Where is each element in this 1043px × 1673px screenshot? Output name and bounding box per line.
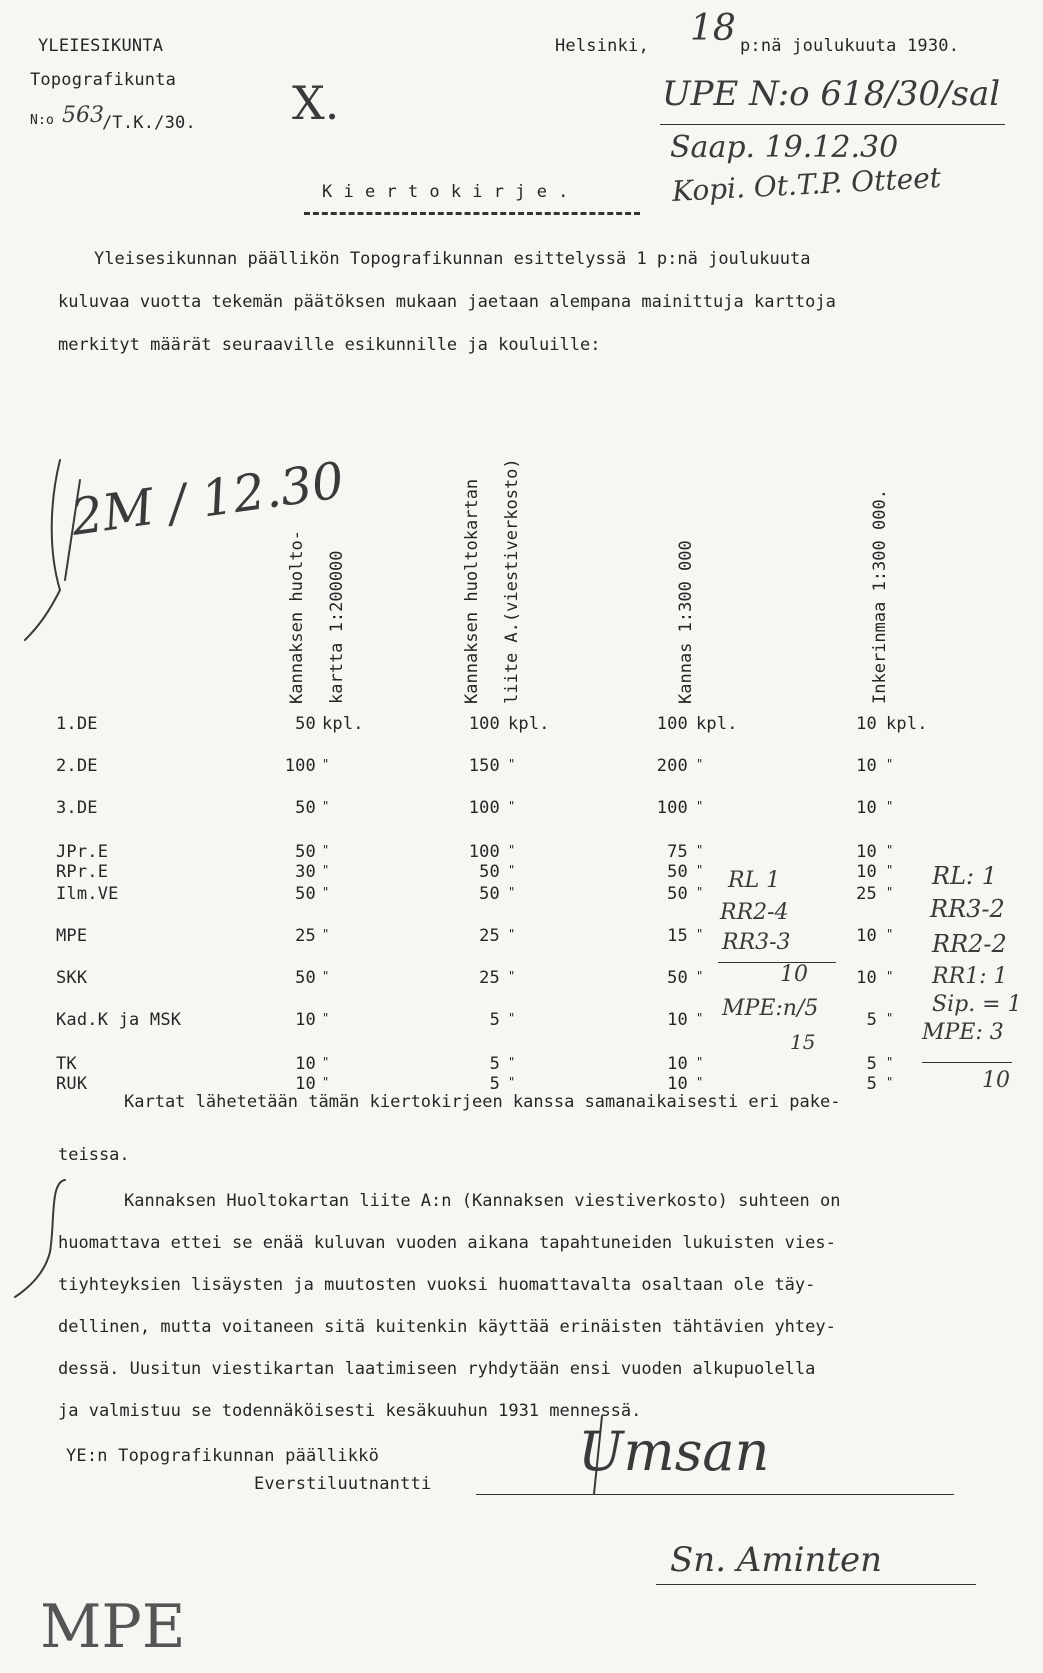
table-cell-c1: 50 <box>295 714 316 734</box>
second-signature-handwritten: Sn. Aminten <box>670 1540 883 1580</box>
margin-bracket-stroke-2 <box>10 1172 70 1302</box>
table-cell-q1: " <box>322 1011 330 1025</box>
column-header-4: Inkerinmaa 1:300 000. <box>870 489 890 704</box>
table-cell-c4: 5 <box>866 1074 877 1094</box>
table-cell-q3: " <box>696 843 704 857</box>
table-cell-c1: 10 <box>295 1010 316 1030</box>
signature-handwritten: Umsan <box>578 1420 770 1483</box>
table-cell-q2: " <box>508 1055 516 1069</box>
table-cell-q4: " <box>886 843 894 857</box>
ref-prefix: N:o <box>30 113 55 128</box>
footer-handwritten-mpe: MPE <box>40 1592 186 1662</box>
table-cell-q4: " <box>886 969 894 983</box>
table-row-unit: 3.DE <box>56 798 98 818</box>
signature-title-line-2: Everstiluutnantti <box>254 1474 432 1494</box>
table-cell-q2: kpl. <box>508 714 550 734</box>
table-cell-c2: 5 <box>489 1054 500 1074</box>
table-cell-q2: " <box>508 927 516 941</box>
table-cell-q1: " <box>322 863 330 877</box>
table-cell-c3: 15 <box>667 926 688 946</box>
body-line: Kannaksen Huoltokartan liite A:n (Kannaksen viestiverkosto) suhteen on <box>124 1191 841 1211</box>
table-cell-q2: " <box>508 969 516 983</box>
table-cell-q3: " <box>696 799 704 813</box>
table-cell-q1: " <box>322 757 330 771</box>
margin-mark-x: X. <box>292 76 340 130</box>
table-note-right-7: 10 <box>982 1068 1010 1093</box>
table-cell-c2: 25 <box>479 968 500 988</box>
table-cell-c3: 75 <box>667 842 688 862</box>
table-cell-q2: " <box>508 843 516 857</box>
table-cell-q3: " <box>696 757 704 771</box>
table-note-right-4: RR1: 1 <box>932 964 1008 989</box>
table-cell-c4: 5 <box>866 1054 877 1074</box>
table-cell-c1: 50 <box>295 842 316 862</box>
table-cell-q4: " <box>886 799 894 813</box>
table-cell-c3: 50 <box>667 968 688 988</box>
table-cell-q2: " <box>508 799 516 813</box>
table-cell-c1: 100 <box>284 756 316 776</box>
table-note-mid-4: 10 <box>780 962 808 987</box>
column-header-3: Kannas 1:300 000 <box>676 540 696 704</box>
table-cell-q1: " <box>322 1055 330 1069</box>
table-cell-c4: 10 <box>856 862 877 882</box>
stamp-line-1: UPE N:o 618/30/sal <box>662 74 1001 114</box>
table-cell-q3: kpl. <box>696 714 738 734</box>
table-cell-c4: 10 <box>856 926 877 946</box>
table-cell-c2: 5 <box>489 1074 500 1094</box>
table-cell-c2: 25 <box>479 926 500 946</box>
table-cell-c3: 50 <box>667 884 688 904</box>
signature-stroke <box>576 1414 616 1504</box>
table-cell-c1: 50 <box>295 884 316 904</box>
table-cell-c2: 100 <box>468 714 500 734</box>
table-cell-q2: " <box>508 863 516 877</box>
body-line: dellinen, mutta voitaneen sitä kuitenkin käyttää erinäisten tähtävien yhtey- <box>58 1317 836 1337</box>
body-paragraph-1 <box>58 1092 1008 1177</box>
table-note-sum-line-2 <box>922 1062 1012 1063</box>
body-line: Kartat lähetetään tämän kiertokirjeen kanssa samanaikaisesti eri pake- <box>124 1092 841 1112</box>
table-cell-q1: " <box>322 843 330 857</box>
table-cell-q1: " <box>322 885 330 899</box>
intro-line: kuluvaa vuotta tekemän päätöksen mukaan jaetaan alempana mainittuja karttoja <box>58 292 836 312</box>
body-line: dessä. Uusitun viestikartan laatimiseen ryhdytään ensi vuoden alkupuolella <box>58 1359 816 1379</box>
table-cell-c3: 50 <box>667 862 688 882</box>
column-header-2b: liite A.(viestiverkosto) <box>502 458 522 704</box>
table-cell-q1: " <box>322 799 330 813</box>
table-note-right-5: Sip. = 1 <box>932 992 1022 1017</box>
table-cell-c2: 5 <box>489 1010 500 1030</box>
body-line: huomattava ettei se enää kuluvan vuoden aikana tapahtuneiden lukuisten vies- <box>58 1233 836 1253</box>
table-cell-q4: " <box>886 885 894 899</box>
table-cell-c2: 100 <box>468 842 500 862</box>
table-cell-q1: " <box>322 969 330 983</box>
body-paragraph-2 <box>58 1180 1008 1432</box>
table-cell-c2: 100 <box>468 798 500 818</box>
table-note-mid-3: RR3-3 <box>722 930 791 955</box>
table-note-mid-1: RL 1 <box>728 868 781 893</box>
table-row-unit: MPE <box>56 926 88 946</box>
stamp-line-2: Saap. 19.12.30 <box>670 130 899 165</box>
table-cell-q3: " <box>696 863 704 877</box>
table-row-unit: Kad.K ja MSK <box>56 1010 182 1030</box>
table-note-right-1: RL: 1 <box>932 862 997 890</box>
table-row-unit: TK <box>56 1054 77 1074</box>
table-cell-q4: " <box>886 863 894 877</box>
table-cell-q2: " <box>508 1075 516 1089</box>
body-line: ja valmistuu se todennäköisesti kesäkuuhun 1931 mennessä. <box>58 1401 642 1421</box>
place-label: Helsinki, <box>555 36 649 56</box>
table-note-right-2: RR3-2 <box>930 895 1005 923</box>
table-cell-q2: " <box>508 1011 516 1025</box>
day-handwritten: 18 <box>690 8 736 49</box>
table-cell-c2: 50 <box>479 884 500 904</box>
table-cell-c2: 50 <box>479 862 500 882</box>
table-cell-c4: 10 <box>856 798 877 818</box>
table-row-unit: 2.DE <box>56 756 98 776</box>
table-cell-c3: 10 <box>667 1074 688 1094</box>
table-cell-c4: 10 <box>856 968 877 988</box>
table-cell-c1: 50 <box>295 798 316 818</box>
table-note-sum-line-1 <box>718 962 836 963</box>
table-note-mid-2: RR2-4 <box>720 900 789 925</box>
second-signature-line <box>656 1584 976 1585</box>
table-cell-c2: 150 <box>468 756 500 776</box>
table-cell-c3: 10 <box>667 1010 688 1030</box>
table-cell-q3: " <box>696 1011 704 1025</box>
table-note-right-6: MPE: 3 <box>922 1020 1004 1045</box>
ref-number-handwritten: 563 <box>62 103 104 128</box>
intro-line: Yleisesikunnan päällikön Topografikunnan esittelyssä 1 p:nä joulukuuta <box>94 249 811 269</box>
table-cell-c4: 10 <box>856 714 877 734</box>
table-cell-q3: " <box>696 969 704 983</box>
column-header-1b: kartta 1:200000 <box>327 550 347 704</box>
table-cell-q4: " <box>886 1075 894 1089</box>
table-cell-q1: " <box>322 927 330 941</box>
table-row-unit: RPr.E <box>56 862 109 882</box>
table-cell-q4: kpl. <box>886 714 928 734</box>
margin-bracket-stroke <box>20 440 140 650</box>
date-rest: p:nä joulukuuta 1930. <box>740 36 960 56</box>
table-cell-q4: " <box>886 927 894 941</box>
table-cell-c4: 10 <box>856 842 877 862</box>
table-cell-c3: 100 <box>656 798 688 818</box>
table-cell-q1: " <box>322 1075 330 1089</box>
ref-suffix: /T.K./30. <box>102 113 196 133</box>
table-cell-c1: 10 <box>295 1054 316 1074</box>
table-cell-c4: 25 <box>856 884 877 904</box>
table-cell-c4: 5 <box>866 1010 877 1030</box>
table-cell-c1: 30 <box>295 862 316 882</box>
intro-paragraph <box>58 238 1008 367</box>
table-row-unit: Ilm.VE <box>56 884 119 904</box>
org-line-1: YLEIESIKUNTA <box>38 36 164 56</box>
table-cell-q3: " <box>696 1075 704 1089</box>
intro-line: merkityt määrät seuraaville esikunnille ja kouluille: <box>58 335 601 355</box>
table-cell-q3: " <box>696 885 704 899</box>
table-row-unit: RUK <box>56 1074 88 1094</box>
table-cell-c1: 50 <box>295 968 316 988</box>
column-header-2a: Kannaksen huoltokartan <box>462 478 482 704</box>
table-cell-q4: " <box>886 1011 894 1025</box>
table-note-mid-6: 15 <box>790 1030 816 1054</box>
table-note-right-3: RR2-2 <box>932 930 1007 958</box>
table-cell-q3: " <box>696 927 704 941</box>
table-cell-q2: " <box>508 885 516 899</box>
title-dashed-underline <box>304 212 640 215</box>
signature-title-line-1: YE:n Topografikunnan päällikkö <box>66 1446 380 1466</box>
table-cell-c3: 200 <box>656 756 688 776</box>
document-title: K i e r t o k i r j e . <box>322 182 569 202</box>
body-line: teissa. <box>58 1145 130 1165</box>
signature-line <box>476 1494 954 1495</box>
table-row-unit: 1.DE <box>56 714 98 734</box>
table-cell-c3: 10 <box>667 1054 688 1074</box>
table-note-mid-5: MPE:n/5 <box>722 996 819 1021</box>
table-row-unit: JPr.E <box>56 842 109 862</box>
table-cell-c1: 25 <box>295 926 316 946</box>
table-cell-q2: " <box>508 757 516 771</box>
table-cell-c3: 100 <box>656 714 688 734</box>
stamp-underline <box>660 124 1005 125</box>
table-row-unit: SKK <box>56 968 88 988</box>
table-cell-q4: " <box>886 757 894 771</box>
table-cell-q4: " <box>886 1055 894 1069</box>
table-cell-c1: 10 <box>295 1074 316 1094</box>
table-cell-c4: 10 <box>856 756 877 776</box>
table-cell-q1: kpl. <box>322 714 364 734</box>
margin-note-handwritten: 2M / 12.30 <box>67 451 348 547</box>
stamp-line-3: Kopi. Ot.T.P. Otteet <box>671 160 942 209</box>
org-line-2: Topografikunta <box>30 70 177 90</box>
table-cell-q3: " <box>696 1055 704 1069</box>
column-header-1a: Kannaksen huolto- <box>287 530 307 704</box>
body-line: tiyhteyksien lisäysten ja muutosten vuoksi huomattavalta osaltaan ole täy- <box>58 1275 816 1295</box>
